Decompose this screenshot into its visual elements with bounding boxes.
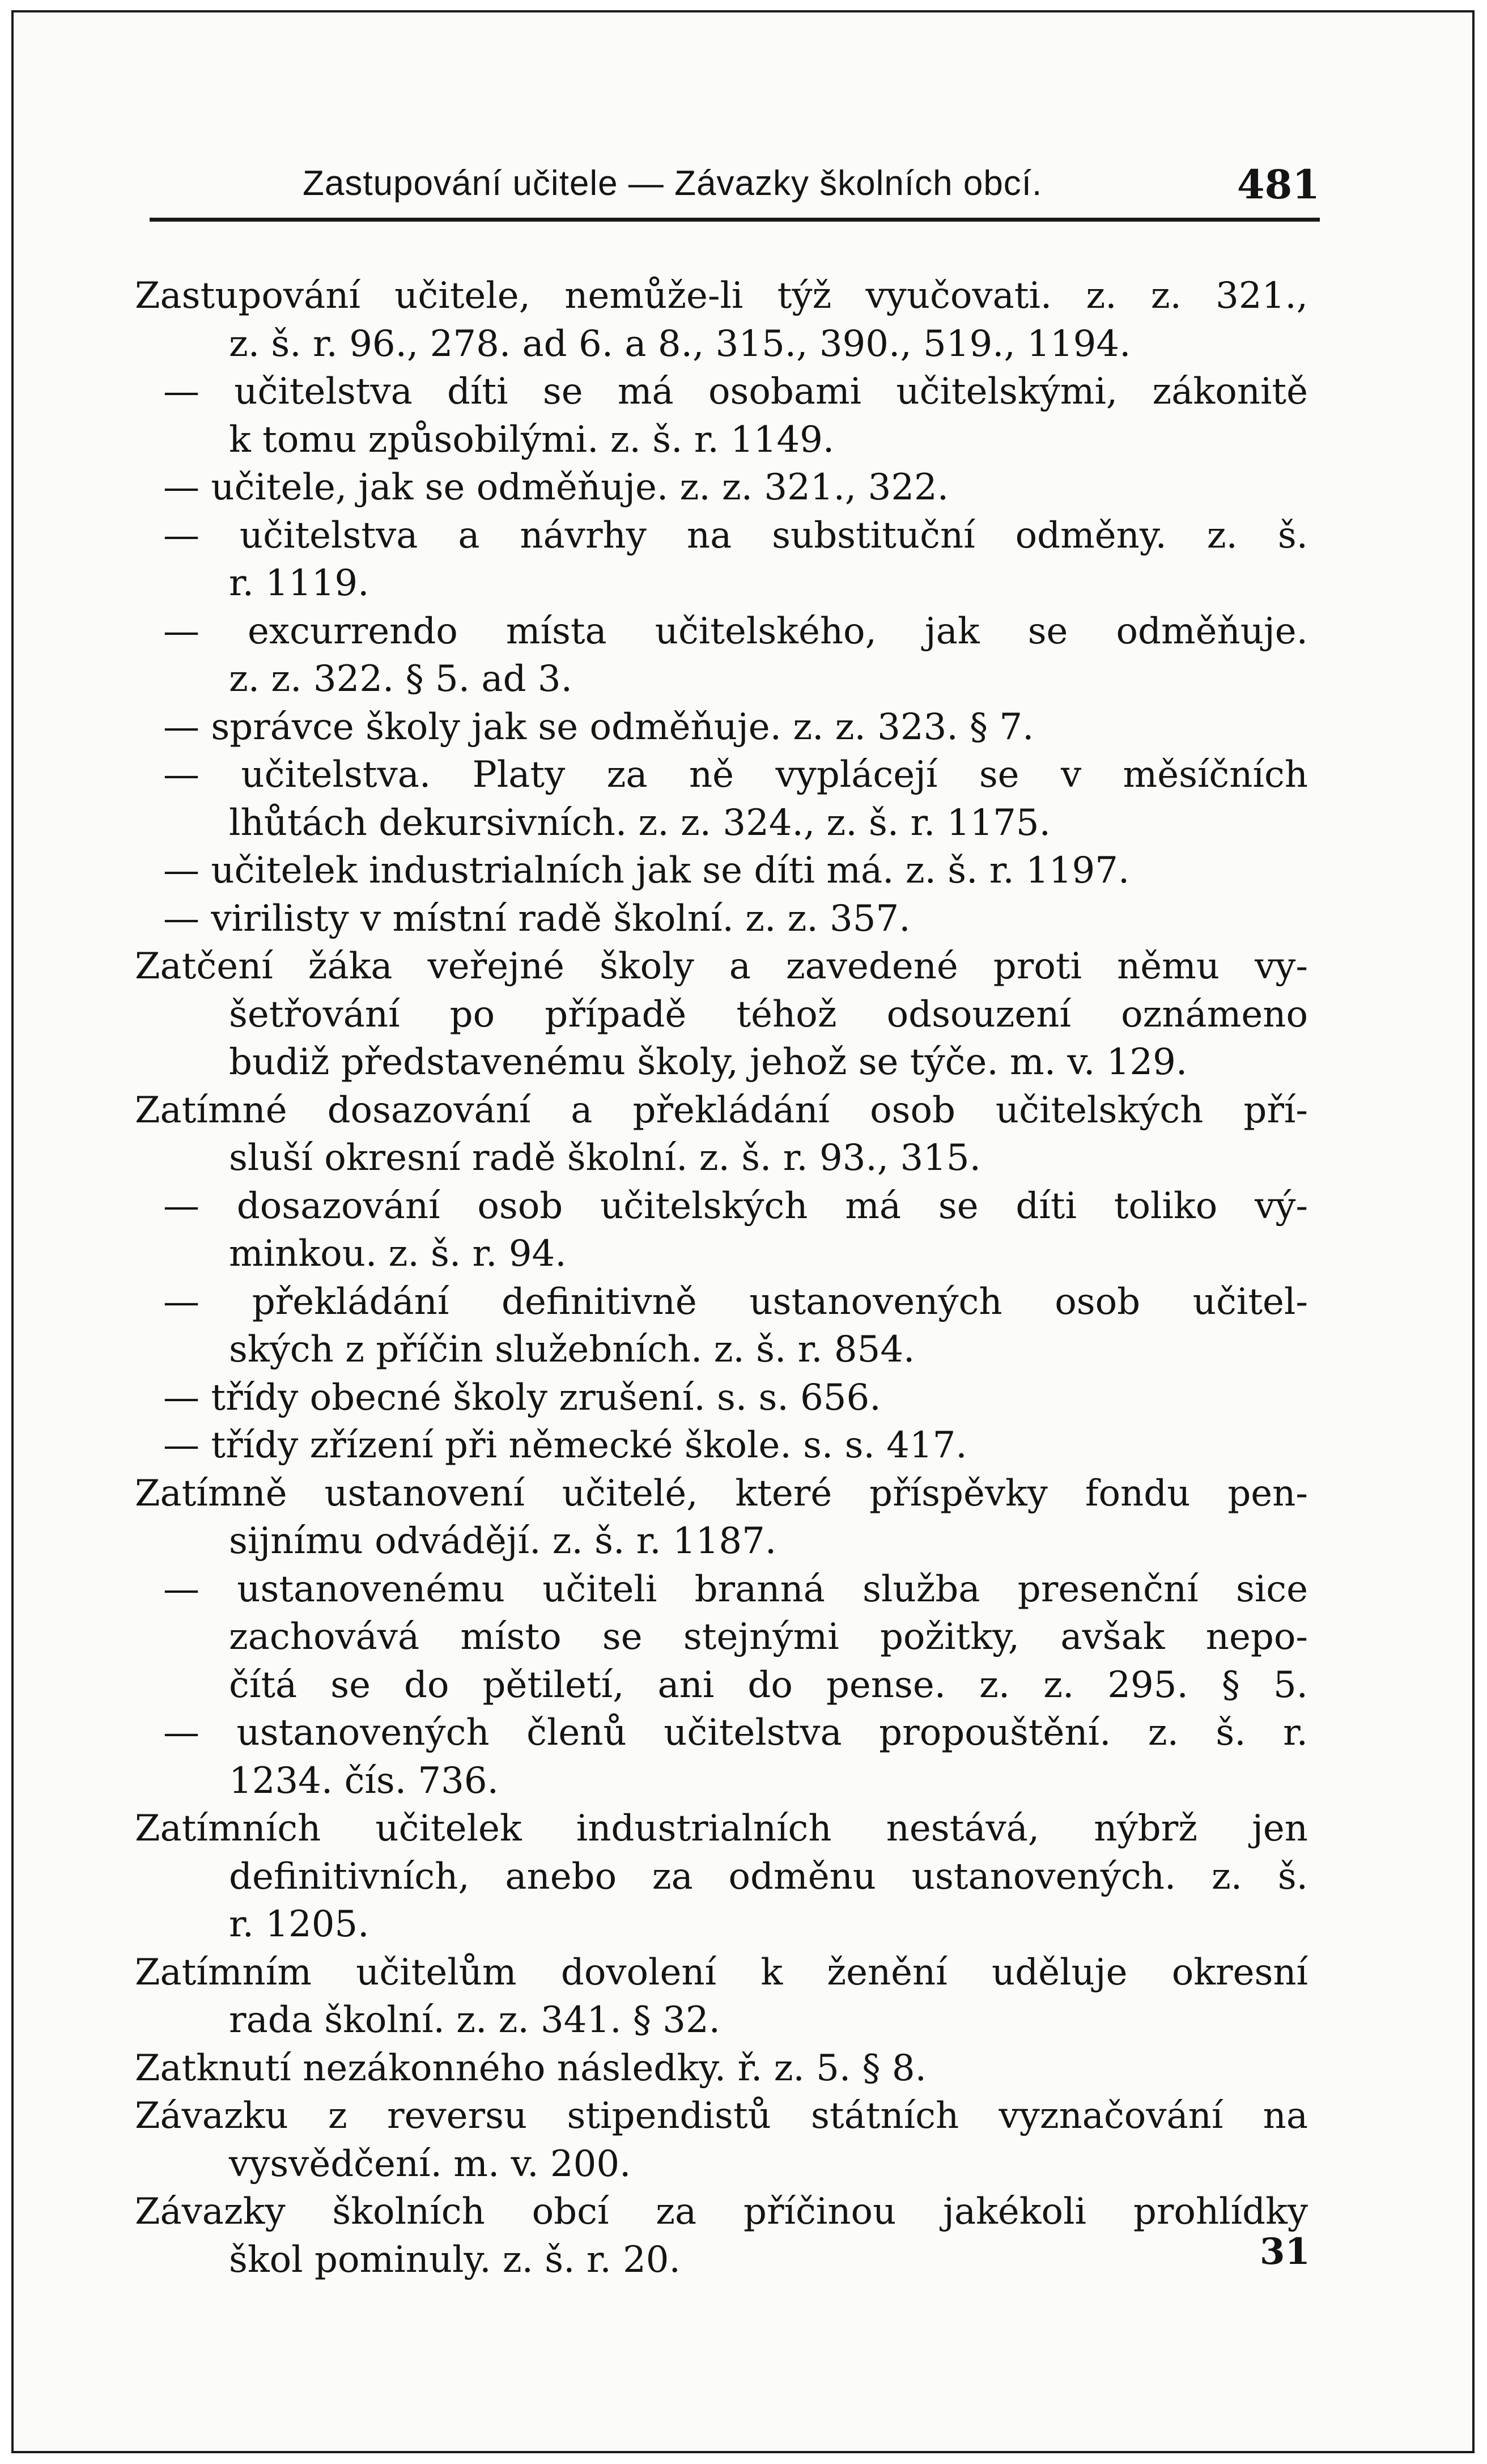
index-continuation-line: zachovává místo se stejnými požitky, avšak nepo- — [229, 1616, 1308, 1658]
index-continuation-line: budiž představenému školy, jehož se týče. m. v. 129. — [229, 1041, 1188, 1083]
index-subentry-line: — ustanovenému učiteli branná služba presenční sice — [163, 1568, 1308, 1610]
index-continuation-line: 1234. čís. 736. — [229, 1759, 499, 1802]
index-subentry-line: — excurrendo místa učitelského, jak se odměňuje. — [163, 610, 1308, 652]
index-continuation-line: ských z příčin služebních. z. š. r. 854. — [229, 1329, 915, 1371]
index-entry-line: Závazky školních obcí za příčinou jakékoli prohlídky — [135, 2191, 1308, 2233]
index-entry-line: Závazku z reversu stipendistů státních vyznačování na — [135, 2095, 1308, 2137]
index-entry-line: Zatímním učitelům dovolení k ženění uděluje okresní — [135, 1951, 1308, 1994]
header-title: Zastupování učitele — Závazky školních obcí. — [303, 164, 1043, 203]
index-continuation-line: minkou. z. š. r. 94. — [229, 1233, 567, 1275]
index-subentry-line: — třídy obecné školy zrušení. s. s. 656. — [163, 1376, 881, 1419]
index-subentry-line: — učitele, jak se odměňuje. z. z. 321., 322. — [163, 466, 949, 508]
index-entry-line: Zatknutí nezákonného následky. ř. z. 5. § 8. — [135, 2047, 927, 2089]
index-subentry-line: — překládání definitivně ustanovených osob učitel- — [163, 1280, 1308, 1323]
index-subentry-line: — ustanovených členů učitelstva propouštění. z. š. r. — [163, 1712, 1308, 1754]
running-header — [150, 159, 1320, 227]
index-continuation-line: rada školní. z. z. 341. § 32. — [229, 1999, 720, 2041]
index-subentry-line: — správce školy jak se odměňuje. z. z. 323. § 7. — [163, 706, 1034, 748]
index-entry-line: Zatímné dosazování a překládání osob učitelských pří- — [135, 1089, 1308, 1131]
index-continuation-line: sijnímu odvádějí. z. š. r. 1187. — [229, 1520, 777, 1562]
index-subentry-line: — učitelstva. Platy za ně vyplácejí se v měsíčních — [163, 754, 1308, 796]
index-entry-line: Zatímních učitelek industrialních nestává, nýbrž jen — [135, 1808, 1308, 1850]
index-continuation-line: škol pominuly. z. š. r. 20. — [229, 2238, 681, 2281]
index-entry-line: Zatčení žáka veřejné školy a zavedené proti němu vy- — [135, 945, 1308, 987]
index-continuation-line: lhůtách dekursivních. z. z. 324., z. š. r. 1175. — [229, 801, 1051, 844]
index-subentry-line: — učitelstva díti se má osobami učitelskými, zákonitě — [163, 371, 1308, 413]
index-entry-line: Zastupování učitele, nemůže-li týž vyučovati. z. z. 321., — [135, 275, 1308, 317]
signature-mark: 31 — [1259, 2230, 1310, 2273]
index-continuation-line: vysvědčení. m. v. 200. — [229, 2143, 631, 2185]
index-entry-line: Zatímně ustanovení učitelé, které příspěvky fondu pen- — [135, 1472, 1308, 1515]
index-continuation-line: čítá se do pětiletí, ani do pense. z. z. 295. § 5. — [229, 1664, 1308, 1706]
index-continuation-line: z. š. r. 96., 278. ad 6. a 8., 315., 390., 519., 1194. — [229, 323, 1131, 365]
index-entries — [135, 272, 1308, 2284]
index-continuation-line: r. 1119. — [229, 562, 369, 604]
index-continuation-line: k tomu způsobilými. z. š. r. 1149. — [229, 418, 835, 461]
header-rule — [150, 218, 1320, 222]
index-continuation-line: šetřování po případě téhož odsouzení oznámeno — [229, 993, 1308, 1036]
index-continuation-line: r. 1205. — [229, 1903, 369, 1945]
index-subentry-line: — učitelstva a návrhy na substituční odměny. z. š. — [163, 514, 1308, 557]
index-continuation-line: definitivních, anebo za odměnu ustanovených. z. š. — [229, 1855, 1308, 1898]
index-subentry-line: — virilisty v místní radě školní. z. z. 357. — [163, 897, 911, 940]
index-subentry-line: — třídy zřízení při německé škole. s. s. 417. — [163, 1424, 967, 1466]
index-continuation-line: z. z. 322. § 5. ad 3. — [229, 658, 572, 700]
index-subentry-line: — dosazování osob učitelských má se díti toliko vý- — [163, 1185, 1308, 1227]
index-continuation-line: sluší okresní radě školní. z. š. r. 93., 315. — [229, 1137, 981, 1179]
index-subentry-line: — učitelek industrialních jak se díti má. z. š. r. 1197. — [163, 850, 1130, 892]
page-number: 481 — [1237, 161, 1320, 208]
